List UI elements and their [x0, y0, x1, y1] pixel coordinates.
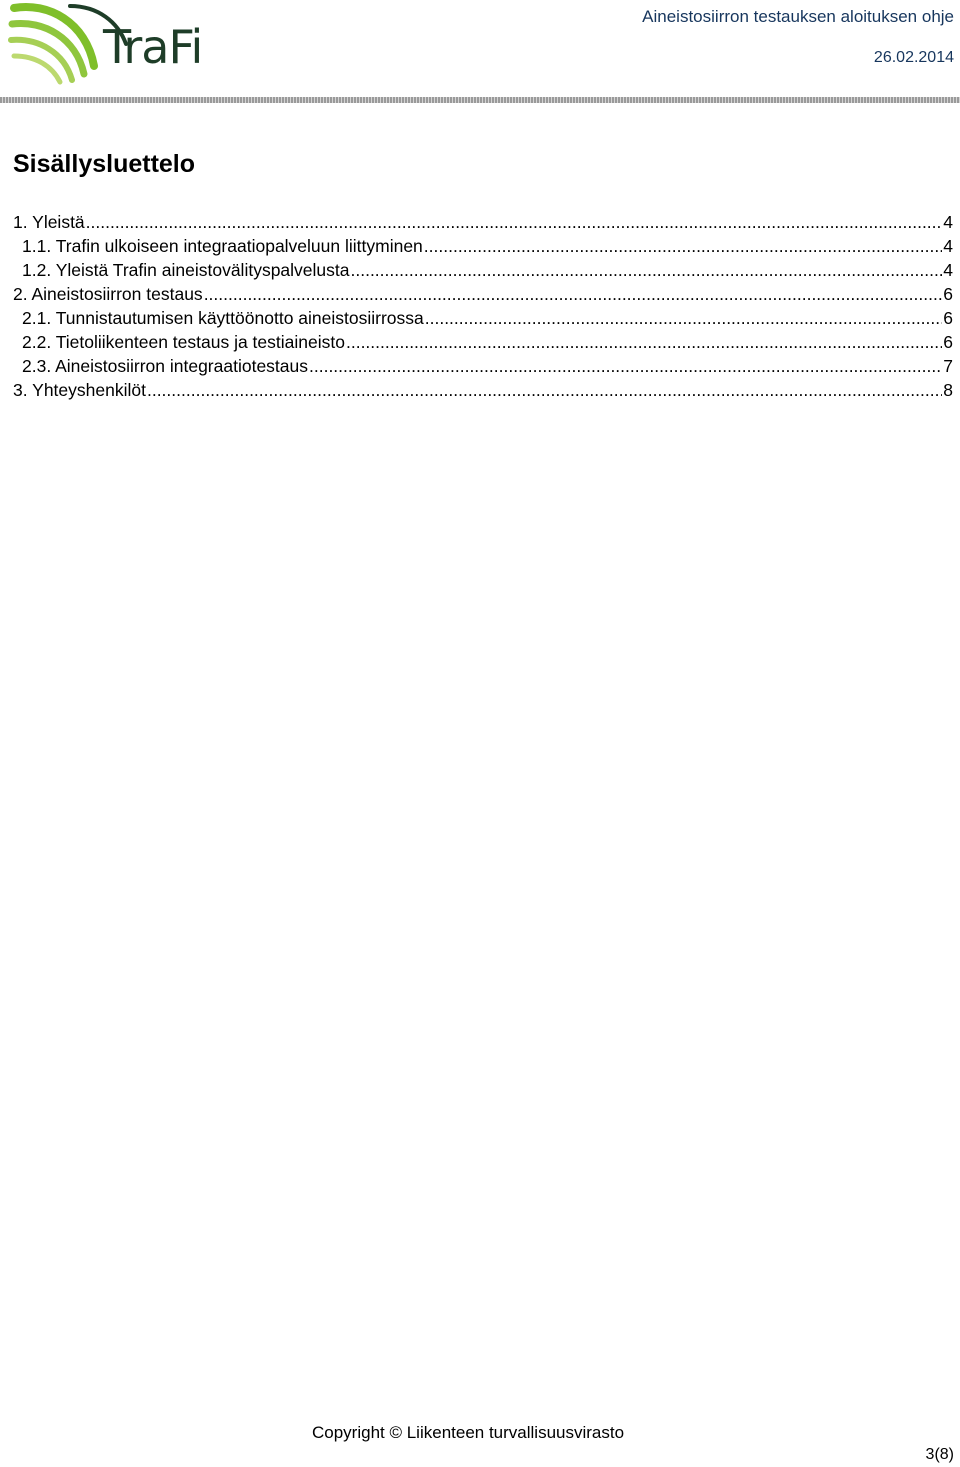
toc-entry[interactable]	[13, 354, 953, 378]
toc-dot-leader	[86, 210, 943, 234]
toc-dot-leader	[346, 330, 942, 354]
toc-entry[interactable]	[13, 330, 953, 354]
toc-entry-label: 3. Yhteyshenkilöt	[13, 380, 146, 400]
toc-entry-page: 6	[943, 332, 953, 352]
toc-entry[interactable]	[13, 282, 953, 306]
toc-entry[interactable]	[13, 234, 953, 258]
toc-entry-page: 4	[943, 212, 953, 232]
footer-copyright: Copyright © Liikenteen turvallisuusvirasto	[312, 1423, 625, 1442]
toc-entry-page: 8	[943, 380, 953, 400]
toc-entry-page: 6	[943, 308, 953, 328]
toc-entry-label: 2. Aineistosiirron testaus	[13, 284, 203, 304]
toc-entry-label: 2.3. Aineistosiirron integraatiotestaus	[22, 356, 308, 376]
toc-entry[interactable]	[13, 258, 953, 282]
toc-entry-page: 6	[943, 284, 953, 304]
toc-dot-leader	[309, 354, 942, 378]
document-title: Aineistosiirron testauksen aloituksen ohje	[642, 7, 954, 26]
toc-entry[interactable]	[13, 306, 953, 330]
logo-text: TraFi	[103, 20, 203, 74]
toc-dot-leader	[424, 234, 942, 258]
toc-entry[interactable]	[13, 378, 953, 402]
toc-entry-page: 4	[943, 260, 953, 280]
toc-entry-label: 2.1. Tunnistautumisen käyttöönotto aineistosiirrossa	[22, 308, 424, 328]
toc-entry-label: 1.2. Yleistä Trafin aineistovälityspalvelusta	[22, 260, 350, 280]
document-date: 26.02.2014	[873, 49, 954, 66]
header-divider	[0, 97, 960, 103]
toc-dot-leader	[147, 378, 942, 402]
table-of-contents	[13, 210, 953, 402]
toc-entry[interactable]	[13, 210, 953, 234]
toc-entry-page: 4	[943, 236, 953, 256]
toc-entry-label: 1.1. Trafin ulkoiseen integraatiopalveluun liittyminen	[22, 236, 423, 256]
toc-entry-label: 2.2. Tietoliikenteen testaus ja testiaineisto	[22, 332, 345, 352]
footer-page-number: 3(8)	[925, 1446, 954, 1463]
toc-entry-page: 7	[943, 356, 953, 376]
toc-dot-leader	[351, 258, 943, 282]
toc-entry-label: 1. Yleistä	[13, 212, 85, 232]
toc-dot-leader	[425, 306, 943, 330]
toc-heading: Sisällysluettelo	[13, 150, 196, 178]
toc-dot-leader	[204, 282, 943, 306]
